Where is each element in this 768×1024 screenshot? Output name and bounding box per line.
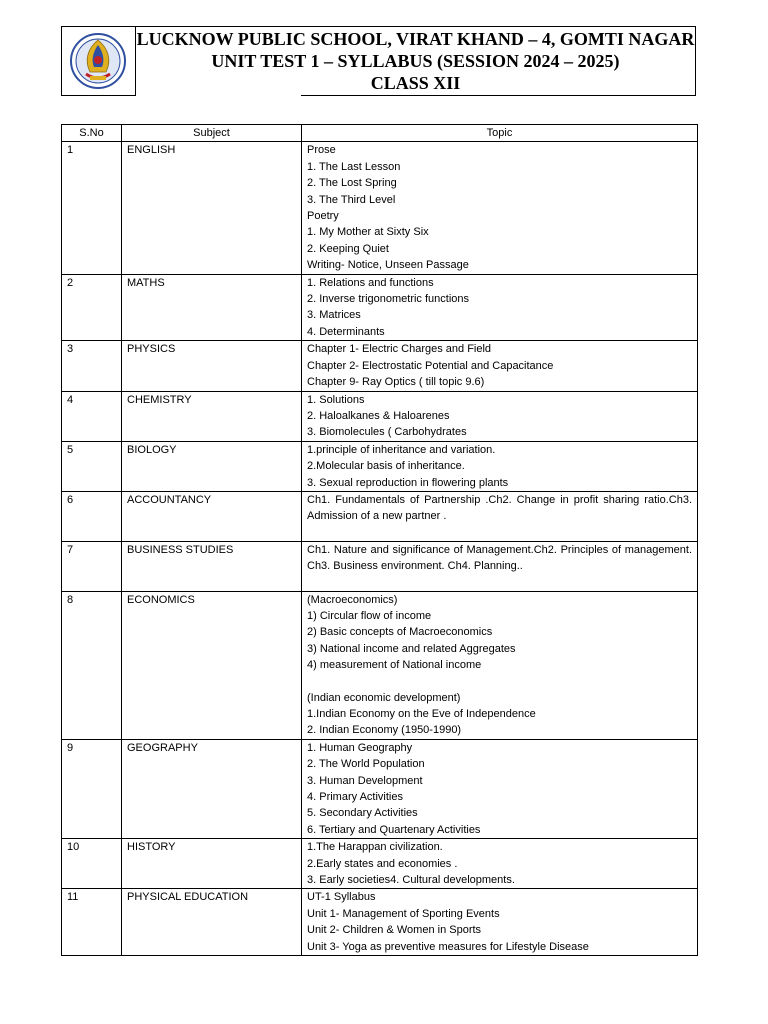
topic-line: 2) Basic concepts of Macroeconomics <box>307 626 493 639</box>
topic-line: (Macroeconomics) <box>307 593 398 606</box>
table-header-row <box>62 125 698 142</box>
spacer <box>307 525 692 541</box>
topic-line: Unit 1- Management of Sporting Events <box>307 907 500 920</box>
row-subject: BUSINESS STUDIES <box>122 541 302 591</box>
topic-line: 1. The Last Lesson <box>307 160 401 173</box>
row-sno: 7 <box>62 541 122 591</box>
column-header-sno: S.No <box>62 125 122 142</box>
topic-line: 2.Molecular basis of inheritance. <box>307 460 465 473</box>
row-topics <box>302 591 698 739</box>
table-row <box>62 491 698 541</box>
row-subject: CHEMISTRY <box>122 391 302 441</box>
topic-line: 4. Determinants <box>307 325 385 338</box>
row-sno: 8 <box>62 591 122 739</box>
topic-line: 6. Tertiary and Quartenary Activities <box>307 823 481 836</box>
syllabus-table <box>61 124 698 956</box>
column-header-subject: Subject <box>122 125 302 142</box>
row-topics <box>302 541 698 591</box>
topic-line: Unit 2- Children & Women in Sports <box>307 924 482 937</box>
topic-line: 3. Sexual reproduction in flowering plants <box>307 476 509 489</box>
topic-line: 1.The Harappan civilization. <box>307 841 443 854</box>
row-sno: 11 <box>62 889 122 956</box>
topic-line <box>307 674 692 690</box>
topic-line: 1) Circular flow of income <box>307 609 432 622</box>
topic-line: 4. Primary Activities <box>307 791 403 804</box>
topic-line: 1.Indian Economy on the Eve of Independence <box>307 708 536 720</box>
row-topics <box>302 391 698 441</box>
row-sno: 3 <box>62 341 122 391</box>
topic-line: 1. My Mother at Sixty Six <box>307 226 429 239</box>
header-titles <box>135 26 696 96</box>
table-row <box>62 341 698 391</box>
row-sno: 1 <box>62 142 122 274</box>
row-subject: GEOGRAPHY <box>122 739 302 838</box>
topic-line: 1. Solutions <box>307 393 365 406</box>
topic-line: Chapter 1- Electric Charges and Field <box>307 343 492 356</box>
topic-line: Writing- Notice, Unseen Passage <box>307 259 469 272</box>
row-subject: PHYSICAL EDUCATION <box>122 889 302 956</box>
topic-line: 3) National income and related Aggregates <box>307 642 516 655</box>
topic-line: 5. Secondary Activities <box>307 807 418 820</box>
table-row <box>62 739 698 838</box>
row-sno: 2 <box>62 274 122 341</box>
row-sno: 6 <box>62 491 122 541</box>
topic-line: Chapter 2- Electrostatic Potential and Capacitance <box>307 359 554 372</box>
topic-line: (Indian economic development) <box>307 691 461 704</box>
topic-line: 4) measurement of National income <box>307 659 482 672</box>
topic-line: Prose <box>307 144 336 157</box>
topic-line: UT-1 Syllabus <box>307 891 376 904</box>
row-subject: HISTORY <box>122 839 302 889</box>
topic-line: 1. Relations and functions <box>307 276 434 289</box>
row-topics <box>302 839 698 889</box>
exam-title: UNIT TEST 1 – SYLLABUS (SESSION 2024 – 2025) <box>211 51 620 71</box>
table-row <box>62 889 698 956</box>
topic-line: 2. The Lost Spring <box>307 177 397 190</box>
class-title: CLASS XII <box>370 73 461 93</box>
row-topics <box>302 341 698 391</box>
table-row <box>62 839 698 889</box>
row-sno: 9 <box>62 739 122 838</box>
school-name: LUCKNOW PUBLIC SCHOOL, VIRAT KHAND – 4, GOMTI NAGAR <box>136 29 695 49</box>
row-topics <box>302 274 698 341</box>
row-subject: ENGLISH <box>122 142 302 274</box>
topic-line: 3. Early societies4. Cultural developments. <box>307 874 515 887</box>
topic-line: 1. Human Geography <box>307 741 413 754</box>
topic-paragraph: Ch1. Fundamentals of Partnership .Ch2. Change in profit sharing ratio.Ch3. Admission of a new partner . <box>307 493 692 523</box>
row-subject: PHYSICS <box>122 341 302 391</box>
row-subject: ACCOUNTANCY <box>122 491 302 541</box>
row-topics <box>302 441 698 491</box>
row-sno: 5 <box>62 441 122 491</box>
table-row <box>62 142 698 274</box>
row-subject: MATHS <box>122 274 302 341</box>
topic-line: 2. Indian Economy (1950-1990) <box>307 724 462 737</box>
topic-line: 1.principle of inheritance and variation. <box>307 443 496 456</box>
school-logo <box>61 26 135 96</box>
column-header-topic: Topic <box>302 125 698 142</box>
row-subject: ECONOMICS <box>122 591 302 739</box>
topic-line: 3. Matrices <box>307 309 361 322</box>
table-row <box>62 274 698 341</box>
table-row <box>62 441 698 491</box>
spacer <box>307 575 692 591</box>
topic-line: 2. Keeping Quiet <box>307 242 389 255</box>
topic-line: 2.Early states and economies . <box>307 857 458 870</box>
table-row <box>62 391 698 441</box>
topic-line: 2. The World Population <box>307 758 425 771</box>
topic-line: 3. The Third Level <box>307 193 396 206</box>
row-topics <box>302 739 698 838</box>
topic-line: Unit 3- Yoga as preventive measures for Lifestyle Disease <box>307 940 589 953</box>
row-sno: 4 <box>62 391 122 441</box>
topic-line: Chapter 9- Ray Optics ( till topic 9.6) <box>307 376 485 389</box>
table-row <box>62 591 698 739</box>
school-crest-icon <box>68 32 128 90</box>
row-topics <box>302 142 698 274</box>
topic-line: Poetry <box>307 210 339 223</box>
row-subject: BIOLOGY <box>122 441 302 491</box>
row-topics <box>302 491 698 541</box>
table-row <box>62 541 698 591</box>
topic-line: 3. Biomolecules ( Carbohydrates <box>307 426 467 439</box>
topic-line: 2. Inverse trigonometric functions <box>307 293 470 306</box>
row-topics <box>302 889 698 956</box>
document-header <box>61 26 696 96</box>
topic-paragraph: Ch1. Nature and significance of Management.Ch2. Principles of management. Ch3. Business environment. Ch4. Planning.. <box>307 543 692 573</box>
topic-line: 3. Human Development <box>307 774 423 787</box>
topic-line: 2. Haloalkanes & Haloarenes <box>307 409 450 422</box>
row-sno: 10 <box>62 839 122 889</box>
